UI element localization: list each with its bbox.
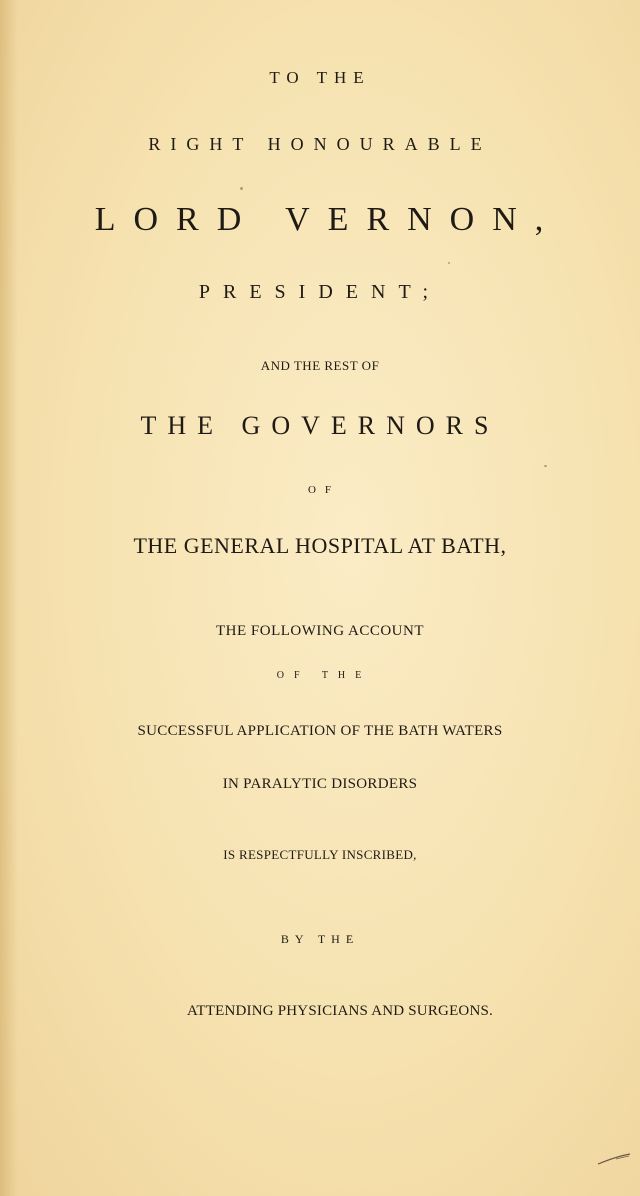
dedication-line-the-governors: THE GOVERNORS xyxy=(140,411,500,440)
dedication-line-right-honourable: RIGHT HONOURABLE xyxy=(148,134,492,154)
dedication-line-respectfully-inscribed: IS RESPECTFULLY INSCRIBED, xyxy=(223,847,417,862)
dedication-line-paralytic-disorders: IN PARALYTIC DISORDERS xyxy=(222,776,418,792)
dedication-line-successful-application: SUCCESSFUL APPLICATION OF THE BATH WATERS xyxy=(137,723,503,739)
dedication-line-by-the: BY THE xyxy=(280,932,360,946)
dedication-line-of-the: OF THE xyxy=(276,670,372,681)
dedication-line-to-the: TO THE xyxy=(269,68,371,87)
dedication-line-general-hospital: THE GENERAL HOSPITAL AT BATH, xyxy=(133,533,507,558)
dedication-line-and-the-rest-of: AND THE REST OF xyxy=(260,358,380,373)
dedication-line-following-account: THE FOLLOWING ACCOUNT xyxy=(216,623,424,639)
page-edge-shadow xyxy=(0,0,18,1196)
ink-flourish-icon xyxy=(596,1152,632,1166)
dedication-line-lord-vernon: LORD VERNON, xyxy=(94,201,562,238)
dedication-line-of: OF xyxy=(307,484,341,496)
dedication-line-attending-physicians: ATTENDING PHYSICIANS AND SURGEONS. xyxy=(187,1003,493,1019)
dedication-line-president: PRESIDENT; xyxy=(198,281,442,303)
